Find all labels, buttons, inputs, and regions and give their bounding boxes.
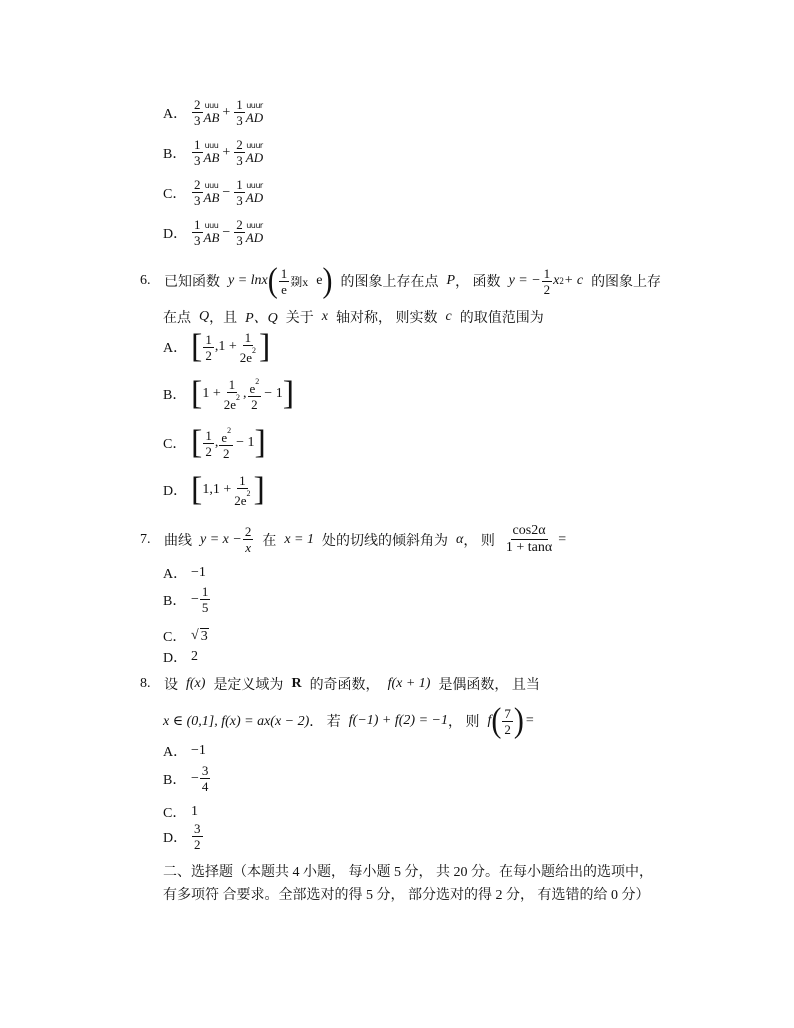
coef-2: $\frac{2}{3}$	[236, 217, 243, 248]
q7-option-d: D． 2	[163, 649, 198, 666]
q5-option-b: B． $\frac{1}{3}$ uuu AB + $\frac{2}{3}$ uuur AD	[163, 137, 264, 168]
vector-ad: uuur AD	[245, 220, 264, 245]
q6-option-c: C． [ $\frac{1}{2}$ , $\frac{e^2}{2}$ − 1 ]	[163, 424, 266, 461]
vector-ab: uuu AB	[203, 180, 220, 205]
q8-stem-line2: x ∈ (0,1], f(x) = ax(x − 2) ． 若 f(−1) + f(2) = −1 ， 则 f ( $\frac{7}{2}$ ) =	[163, 701, 534, 740]
vector-ab: uuu AB	[203, 100, 220, 125]
q8-option-c: C． 1	[163, 804, 198, 821]
section-2-heading-line2: 有多项符 合要求。全部选对的得 5 分， 部分选对的得 2 分， 有选错的给 0 分）	[163, 888, 650, 903]
q8-option-b: B． − $\frac{3}{4}$	[163, 763, 209, 794]
coef-2: $\frac{1}{3}$	[236, 97, 243, 128]
question-number: 6.	[140, 273, 151, 288]
q8-option-a: A． −1	[163, 743, 206, 760]
vector-ab: uuu AB	[203, 220, 220, 245]
coef-1: $\frac{1}{3}$	[194, 137, 201, 168]
q8-option-d: D． $\frac{3}{2}$	[163, 821, 201, 852]
coef-1: $\frac{2}{3}$	[194, 97, 201, 128]
q8-stem-line1: 8. 设 f(x) 是定义域为 R 的奇函数， f(x + 1) 是偶函数， 且当	[140, 676, 540, 693]
q6-option-b: B． [ 1 + $\frac{1}{2e^2}$ , $\frac{e^2}{2}$ − 1 ]	[163, 375, 295, 412]
q5-option-c: C． $\frac{2}{3}$ uuu AB − $\frac{1}{3}$ uuur AD	[163, 177, 264, 208]
vector-ab: uuu AB	[203, 140, 220, 165]
q5-option-d: D． $\frac{1}{3}$ uuu AB − $\frac{2}{3}$ uuur AD	[163, 217, 264, 248]
vector-ad: uuur AD	[245, 180, 264, 205]
section-2-heading-line1: 二、选择题（本题共 4 小题， 每小题 5 分， 共 20 分。在每小题给出的选项中，	[163, 865, 653, 880]
question-number: 7.	[140, 531, 151, 547]
q7-option-b: B． − $\frac{1}{5}$	[163, 584, 209, 615]
q6-stem-line1: 6. 已知函数 y = lnx ( $\frac{1}{e}$ 剟x e ) 的图象上存在点 P ， 函数 y = − $\frac{1}{2}$ x 2 + c 的图象上存	[140, 261, 662, 300]
q7-option-c: C． √ 3	[163, 628, 208, 645]
vector-ad: uuur AD	[245, 100, 264, 125]
q7-stem: 7. 曲线 y = x − $\frac{2}{x}$ 在 x = 1 处的切线的倾斜角为 α ， 则 $\frac{\cos 2\alpha}{1 + \tan\alpha}$ =	[140, 523, 567, 555]
q6-option-d: D． [ 1,1 + $\frac{1}{2e^2}$ ]	[163, 471, 265, 508]
coef-2: $\frac{1}{3}$	[236, 177, 243, 208]
coef-1: $\frac{1}{3}$	[194, 217, 201, 248]
q5-option-a: A． $\frac{2}{3}$ uuu AB + $\frac{1}{3}$ uuur AD	[163, 97, 264, 128]
q7-option-a: A． −1	[163, 565, 206, 582]
vector-ad: uuur AD	[245, 140, 264, 165]
question-number: 8.	[140, 676, 151, 691]
coef-1: $\frac{2}{3}$	[194, 177, 201, 208]
q6-stem-line2: 在点 Q ，且 P、Q 关于 x 轴对称， 则实数 c 的取值范围为	[163, 309, 544, 326]
coef-2: $\frac{2}{3}$	[236, 137, 243, 168]
q6-option-a: A． [ $\frac{1}{2}$ ,1 + $\frac{1}{2e^2}$ ]	[163, 328, 271, 365]
